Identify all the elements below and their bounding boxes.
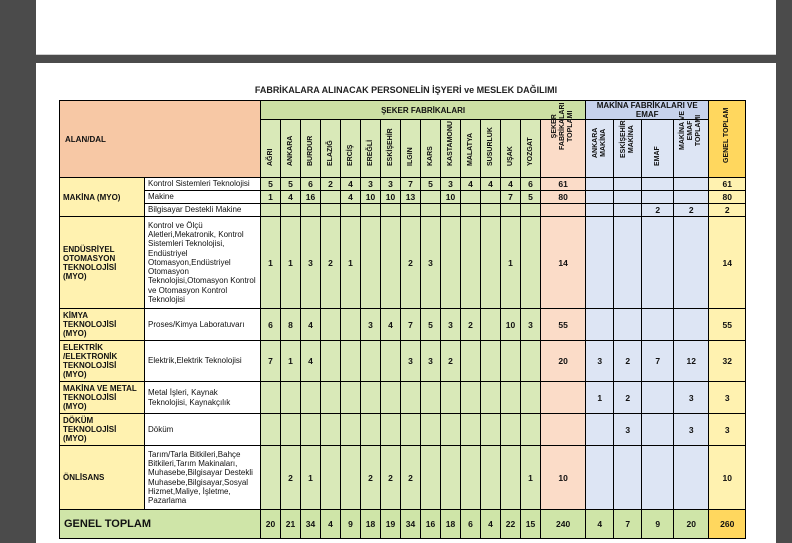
total-value-cell: 18 bbox=[361, 510, 381, 539]
alan-cell: ENDÜSRİYEL OTOMASYON TEKNOLOJİSİ (MYO) bbox=[60, 217, 145, 309]
table-row bbox=[60, 217, 746, 309]
total-value-cell: 16 bbox=[421, 510, 441, 539]
value-cell bbox=[614, 446, 642, 510]
value-cell bbox=[321, 204, 341, 217]
value-cell: 2 bbox=[321, 217, 341, 309]
value-cell: 2 bbox=[614, 341, 642, 382]
value-cell: 3 bbox=[401, 341, 421, 382]
value-cell: 4 bbox=[501, 178, 521, 191]
total-value-cell: 21 bbox=[281, 510, 301, 539]
column-header: AĞRI bbox=[261, 120, 281, 178]
total-value-cell: 15 bbox=[521, 510, 541, 539]
value-cell bbox=[341, 382, 361, 414]
value-cell: 61 bbox=[541, 178, 586, 191]
column-header: ELAZIĞ bbox=[321, 120, 341, 178]
column-header: ŞEKER FABRİKALARI TOPLAMI bbox=[541, 120, 586, 178]
value-cell: 1 bbox=[261, 217, 281, 309]
value-cell: 10 bbox=[441, 191, 461, 204]
column-header: ANKARA MAKİNA bbox=[586, 120, 614, 178]
value-cell bbox=[614, 191, 642, 204]
value-cell: 4 bbox=[301, 341, 321, 382]
value-cell bbox=[674, 191, 709, 204]
value-cell: 3 bbox=[361, 178, 381, 191]
seker-group-header: ŞEKER FABRİKALARI bbox=[261, 101, 586, 120]
value-cell bbox=[381, 414, 401, 446]
value-cell bbox=[301, 414, 321, 446]
value-cell: 7 bbox=[261, 341, 281, 382]
value-cell: 14 bbox=[709, 217, 746, 309]
column-header: ANKARA bbox=[281, 120, 301, 178]
value-cell: 2 bbox=[461, 309, 481, 341]
total-value-cell: 34 bbox=[301, 510, 321, 539]
alan-cell: KİMYA TEKNOLOJİSİ (MYO) bbox=[60, 309, 145, 341]
value-cell bbox=[401, 204, 421, 217]
value-cell: 6 bbox=[521, 178, 541, 191]
table-row bbox=[60, 341, 746, 382]
value-cell: 2 bbox=[441, 341, 461, 382]
value-cell bbox=[586, 446, 614, 510]
value-cell: 10 bbox=[709, 446, 746, 510]
value-cell: 1 bbox=[261, 191, 281, 204]
value-cell bbox=[501, 204, 521, 217]
value-cell bbox=[441, 204, 461, 217]
previous-page bbox=[36, 0, 776, 55]
value-cell: 10 bbox=[541, 446, 586, 510]
value-cell bbox=[642, 446, 674, 510]
value-cell: 3 bbox=[441, 309, 461, 341]
value-cell bbox=[521, 204, 541, 217]
value-cell bbox=[674, 217, 709, 309]
value-cell bbox=[301, 204, 321, 217]
column-header: KARS bbox=[421, 120, 441, 178]
dal-cell: Elektrik,Elektrik Teknolojisi bbox=[145, 341, 261, 382]
value-cell: 3 bbox=[361, 309, 381, 341]
value-cell: 3 bbox=[421, 341, 441, 382]
value-cell bbox=[381, 341, 401, 382]
value-cell bbox=[401, 382, 421, 414]
value-cell: 3 bbox=[521, 309, 541, 341]
value-cell bbox=[321, 191, 341, 204]
value-cell: 7 bbox=[501, 191, 521, 204]
value-cell: 80 bbox=[709, 191, 746, 204]
value-cell bbox=[614, 309, 642, 341]
value-cell bbox=[586, 178, 614, 191]
value-cell bbox=[521, 382, 541, 414]
value-cell: 20 bbox=[541, 341, 586, 382]
value-cell: 1 bbox=[281, 341, 301, 382]
dal-cell: Döküm bbox=[145, 414, 261, 446]
value-cell bbox=[421, 204, 441, 217]
value-cell bbox=[381, 382, 401, 414]
value-cell: 2 bbox=[401, 446, 421, 510]
value-cell: 4 bbox=[461, 178, 481, 191]
value-cell: 1 bbox=[521, 446, 541, 510]
value-cell bbox=[521, 341, 541, 382]
column-header: UŞAK bbox=[501, 120, 521, 178]
value-cell bbox=[341, 204, 361, 217]
dal-cell: Kontrol ve Ölçü Aletleri,Mekatronik, Kontrol Sistemleri Teknolojisi, Endüstriyel Otomasyon,Endüstriyel Otomasyon Teknolojisi,Otomasyon Kontrol ve Otomasyon Kontrol Teknolojisi bbox=[145, 217, 261, 309]
total-value-cell: 4 bbox=[481, 510, 501, 539]
value-cell bbox=[361, 382, 381, 414]
column-header: ILGIN bbox=[401, 120, 421, 178]
value-cell bbox=[381, 204, 401, 217]
value-cell: 5 bbox=[421, 309, 441, 341]
value-cell bbox=[481, 414, 501, 446]
value-cell bbox=[361, 341, 381, 382]
value-cell bbox=[281, 382, 301, 414]
value-cell bbox=[481, 341, 501, 382]
value-cell bbox=[441, 414, 461, 446]
total-value-cell: 18 bbox=[441, 510, 461, 539]
alan-cell: ELEKTRİK /ELEKTRONİK TEKNOLOJİSİ (MYO) bbox=[60, 341, 145, 382]
value-cell: 2 bbox=[401, 217, 421, 309]
value-cell: 2 bbox=[361, 446, 381, 510]
column-header: SUSURLUK bbox=[481, 120, 501, 178]
value-cell bbox=[481, 204, 501, 217]
total-value-cell: 9 bbox=[642, 510, 674, 539]
value-cell: 2 bbox=[381, 446, 401, 510]
total-value-cell: 22 bbox=[501, 510, 521, 539]
value-cell bbox=[341, 341, 361, 382]
table-row bbox=[60, 382, 746, 414]
value-cell bbox=[321, 309, 341, 341]
document-title: FABRİKALARA ALINACAK PERSONELİN İŞYERİ ve MESLEK DAĞILIMI bbox=[254, 85, 558, 95]
value-cell: 1 bbox=[341, 217, 361, 309]
value-cell bbox=[481, 191, 501, 204]
column-header: ESKİŞEHİR bbox=[381, 120, 401, 178]
value-cell: 13 bbox=[401, 191, 421, 204]
value-cell: 3 bbox=[381, 178, 401, 191]
total-value-cell: 19 bbox=[381, 510, 401, 539]
value-cell bbox=[586, 217, 614, 309]
value-cell bbox=[481, 309, 501, 341]
value-cell: 5 bbox=[281, 178, 301, 191]
value-cell: 2 bbox=[281, 446, 301, 510]
alan-dal-header: ALAN/DAL bbox=[60, 101, 261, 178]
value-cell: 16 bbox=[301, 191, 321, 204]
value-cell bbox=[586, 191, 614, 204]
value-cell bbox=[281, 204, 301, 217]
value-cell: 14 bbox=[541, 217, 586, 309]
value-cell bbox=[421, 382, 441, 414]
value-cell: 5 bbox=[261, 178, 281, 191]
value-cell bbox=[261, 204, 281, 217]
total-value-cell: 7 bbox=[614, 510, 642, 539]
alan-cell: ÖNLİSANS bbox=[60, 446, 145, 510]
total-value-cell: 6 bbox=[461, 510, 481, 539]
value-cell bbox=[614, 217, 642, 309]
genel-toplam-header: GENEL TOPLAM bbox=[709, 101, 746, 178]
value-cell bbox=[642, 382, 674, 414]
value-cell: 6 bbox=[261, 309, 281, 341]
value-cell bbox=[541, 204, 586, 217]
value-cell bbox=[481, 217, 501, 309]
total-label: GENEL TOPLAM bbox=[60, 510, 261, 539]
value-cell: 32 bbox=[709, 341, 746, 382]
dal-cell: Metal İşleri, Kaynak Teknolojisi, Kaynakçılık bbox=[145, 382, 261, 414]
value-cell: 3 bbox=[301, 217, 321, 309]
value-cell bbox=[614, 178, 642, 191]
value-cell bbox=[541, 414, 586, 446]
value-cell bbox=[261, 414, 281, 446]
column-header: EMAF bbox=[642, 120, 674, 178]
value-cell bbox=[481, 446, 501, 510]
value-cell: 3 bbox=[614, 414, 642, 446]
value-cell bbox=[614, 204, 642, 217]
value-cell bbox=[341, 309, 361, 341]
value-cell: 4 bbox=[341, 178, 361, 191]
value-cell bbox=[321, 414, 341, 446]
alan-cell: MAKİNA VE METAL TEKNOLOJİSİ (MYO) bbox=[60, 382, 145, 414]
table-row bbox=[60, 191, 746, 204]
value-cell bbox=[642, 178, 674, 191]
dal-cell: Tarım/Tarla Bitkileri,Bahçe Bitkileri,Tarım Makinaları, Muhasebe,Bilgisayar Destekli Muhasebe,Bilgisayar,Sosyal Hizmet,Maliye, İşletme, Pazarlama bbox=[145, 446, 261, 510]
value-cell bbox=[421, 191, 441, 204]
value-cell: 8 bbox=[281, 309, 301, 341]
dal-cell: Proses/Kimya Laboratuvarı bbox=[145, 309, 261, 341]
document-page bbox=[36, 63, 776, 543]
value-cell: 4 bbox=[381, 309, 401, 341]
value-cell: 3 bbox=[441, 178, 461, 191]
table-row bbox=[60, 414, 746, 446]
value-cell bbox=[321, 446, 341, 510]
value-cell bbox=[642, 309, 674, 341]
value-cell bbox=[461, 204, 481, 217]
value-cell bbox=[361, 204, 381, 217]
value-cell bbox=[586, 204, 614, 217]
value-cell: 55 bbox=[541, 309, 586, 341]
value-cell: 3 bbox=[709, 414, 746, 446]
value-cell bbox=[461, 414, 481, 446]
value-cell: 3 bbox=[674, 382, 709, 414]
value-cell: 3 bbox=[709, 382, 746, 414]
value-cell: 4 bbox=[281, 191, 301, 204]
value-cell bbox=[321, 341, 341, 382]
value-cell bbox=[642, 191, 674, 204]
value-cell bbox=[501, 382, 521, 414]
total-value-cell: 9 bbox=[341, 510, 361, 539]
makina-group-header: MAKİNA FABRİKALARI VE EMAF bbox=[586, 101, 709, 120]
value-cell: 55 bbox=[709, 309, 746, 341]
value-cell: 2 bbox=[674, 204, 709, 217]
table-row bbox=[60, 178, 746, 191]
total-value-cell: 20 bbox=[674, 510, 709, 539]
column-header: KASTAMONU bbox=[441, 120, 461, 178]
value-cell bbox=[461, 382, 481, 414]
column-header: YOZGAT bbox=[521, 120, 541, 178]
value-cell bbox=[341, 446, 361, 510]
value-cell: 4 bbox=[341, 191, 361, 204]
value-cell bbox=[461, 217, 481, 309]
alan-cell: DÖKÜM TEKNOLOJİSİ (MYO) bbox=[60, 414, 145, 446]
value-cell: 5 bbox=[421, 178, 441, 191]
value-cell bbox=[441, 382, 461, 414]
value-cell bbox=[521, 414, 541, 446]
value-cell bbox=[586, 414, 614, 446]
value-cell bbox=[541, 382, 586, 414]
value-cell bbox=[461, 341, 481, 382]
value-cell bbox=[441, 446, 461, 510]
value-cell bbox=[642, 217, 674, 309]
table-row bbox=[60, 446, 746, 510]
value-cell bbox=[421, 446, 441, 510]
value-cell bbox=[481, 382, 501, 414]
value-cell: 7 bbox=[401, 178, 421, 191]
value-cell bbox=[261, 446, 281, 510]
column-header: ESKİŞEHİR MAKİNA bbox=[614, 120, 642, 178]
value-cell: 80 bbox=[541, 191, 586, 204]
total-value-cell: 34 bbox=[401, 510, 421, 539]
total-value-cell: 260 bbox=[709, 510, 746, 539]
value-cell bbox=[441, 217, 461, 309]
value-cell bbox=[674, 178, 709, 191]
value-cell: 10 bbox=[381, 191, 401, 204]
value-cell bbox=[501, 414, 521, 446]
value-cell bbox=[461, 191, 481, 204]
table-row bbox=[60, 309, 746, 341]
dal-cell: Makine bbox=[145, 191, 261, 204]
value-cell: 2 bbox=[642, 204, 674, 217]
total-value-cell: 4 bbox=[321, 510, 341, 539]
value-cell: 2 bbox=[321, 178, 341, 191]
value-cell: 4 bbox=[481, 178, 501, 191]
value-cell bbox=[361, 414, 381, 446]
value-cell bbox=[341, 414, 361, 446]
value-cell: 7 bbox=[401, 309, 421, 341]
value-cell: 10 bbox=[361, 191, 381, 204]
value-cell: 4 bbox=[301, 309, 321, 341]
dal-cell: Bilgisayar Destekli Makine bbox=[145, 204, 261, 217]
value-cell bbox=[461, 446, 481, 510]
value-cell bbox=[321, 382, 341, 414]
value-cell: 6 bbox=[301, 178, 321, 191]
value-cell bbox=[261, 382, 281, 414]
value-cell bbox=[674, 309, 709, 341]
value-cell bbox=[674, 446, 709, 510]
value-cell bbox=[521, 217, 541, 309]
value-cell: 2 bbox=[709, 204, 746, 217]
total-value-cell: 4 bbox=[586, 510, 614, 539]
column-header: EREĞLİ bbox=[361, 120, 381, 178]
column-header: BURDUR bbox=[301, 120, 321, 178]
value-cell bbox=[401, 414, 421, 446]
value-cell: 1 bbox=[586, 382, 614, 414]
value-cell bbox=[501, 446, 521, 510]
value-cell: 3 bbox=[586, 341, 614, 382]
value-cell: 2 bbox=[614, 382, 642, 414]
value-cell: 61 bbox=[709, 178, 746, 191]
value-cell bbox=[281, 414, 301, 446]
value-cell bbox=[501, 341, 521, 382]
value-cell: 10 bbox=[501, 309, 521, 341]
total-value-cell: 240 bbox=[541, 510, 586, 539]
value-cell: 3 bbox=[421, 217, 441, 309]
dal-cell: Kontrol Sistemleri Teknolojisi bbox=[145, 178, 261, 191]
column-header: MALATYA bbox=[461, 120, 481, 178]
distribution-table bbox=[59, 100, 746, 539]
column-header: ERCİŞ bbox=[341, 120, 361, 178]
value-cell: 1 bbox=[301, 446, 321, 510]
value-cell: 3 bbox=[674, 414, 709, 446]
table-row bbox=[60, 204, 746, 217]
value-cell bbox=[361, 217, 381, 309]
value-cell bbox=[586, 309, 614, 341]
total-row bbox=[60, 510, 746, 539]
value-cell: 7 bbox=[642, 341, 674, 382]
value-cell bbox=[301, 382, 321, 414]
value-cell bbox=[642, 414, 674, 446]
alan-cell: MAKİNA (MYO) bbox=[60, 178, 145, 217]
value-cell bbox=[381, 217, 401, 309]
value-cell: 12 bbox=[674, 341, 709, 382]
value-cell: 5 bbox=[521, 191, 541, 204]
column-header: MAKİNA VE EMAF TOPLAMI bbox=[674, 120, 709, 178]
value-cell: 1 bbox=[281, 217, 301, 309]
value-cell bbox=[421, 414, 441, 446]
total-value-cell: 20 bbox=[261, 510, 281, 539]
value-cell: 1 bbox=[501, 217, 521, 309]
